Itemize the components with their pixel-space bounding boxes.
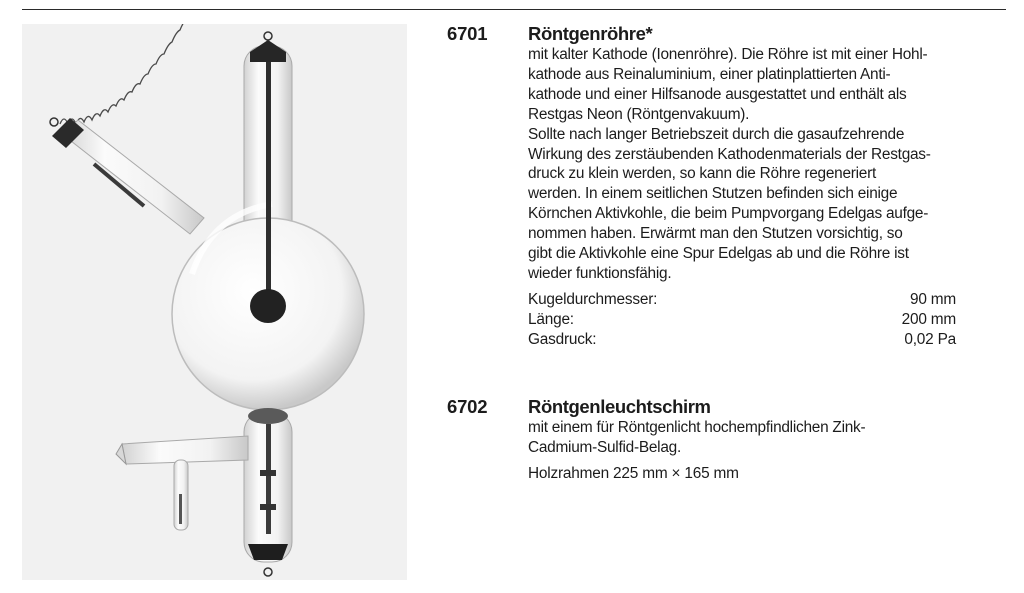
spec-value: 90 mm (909, 290, 956, 308)
spec-row-gas-pressure (528, 330, 1018, 350)
description-line: mit kalter Kathode (Ionenröhre). Die Röhre ist mit einer Hohl- (528, 46, 928, 63)
spec-value: 200 mm (901, 310, 956, 328)
description-line: Körnchen Aktivkohle, die beim Pumpvorgang Edelgas aufge- (528, 205, 929, 223)
frame-dimensions: Holzrahmen 225 mm × 165 mm (528, 464, 739, 482)
description-line: kathode aus Reinaluminium, einer platinplattierten Anti- (528, 65, 891, 83)
description-line: Cadmium-Sulfid-Belag. (528, 438, 681, 456)
entry-number: 6702 (447, 396, 488, 417)
description-line: kathode und einer Hilfsanode ausgestattet und enthält als (528, 85, 907, 103)
spec-row-length (528, 310, 1018, 330)
entry-title: Röntgenröhre* (528, 23, 653, 44)
entry-number: 6701 (447, 23, 488, 44)
description-line: druck zu klein werden, so kann die Röhre regeneriert (528, 165, 877, 183)
description-line: mit einem für Röntgenlicht hochempfindlichen Zink- (528, 419, 866, 436)
x-ray-tube-illustration (22, 24, 407, 580)
description-line: Wirkung des zerstäubenden Kathodenmaterials der Restgas- (528, 145, 931, 163)
description-line: gibt die Aktivkohle eine Spur Edelgas ab und die Röhre ist (528, 245, 909, 263)
description-line: wieder funktionsfähig. (528, 264, 672, 282)
spec-value: 0,02 Pa (904, 330, 956, 348)
entry-body (528, 396, 1018, 484)
x-ray-tube-photo (22, 24, 407, 580)
spec-label: Kugeldurchmesser: (528, 290, 658, 308)
entry-description (528, 418, 1018, 458)
description-line: Restgas Neon (Röntgenvakuum). (528, 105, 750, 123)
spec-label: Gasdruck: (528, 330, 597, 348)
description-line: werden. In einem seitlichen Stutzen befinden sich einige (528, 185, 898, 203)
entry-title: Röntgenleuchtschirm (528, 396, 711, 417)
description-line: nommen haben. Erwärmt man den Stutzen vorsichtig, so (528, 225, 903, 243)
spec-label: Länge: (528, 310, 574, 328)
entry-description (528, 45, 1018, 284)
entry-body (528, 23, 1018, 350)
top-rule (22, 9, 1006, 10)
spec-row-diameter (528, 290, 1018, 310)
spec-table (528, 290, 1018, 350)
description-line: Sollte nach langer Betriebszeit durch die gasaufzehrende (528, 125, 905, 143)
